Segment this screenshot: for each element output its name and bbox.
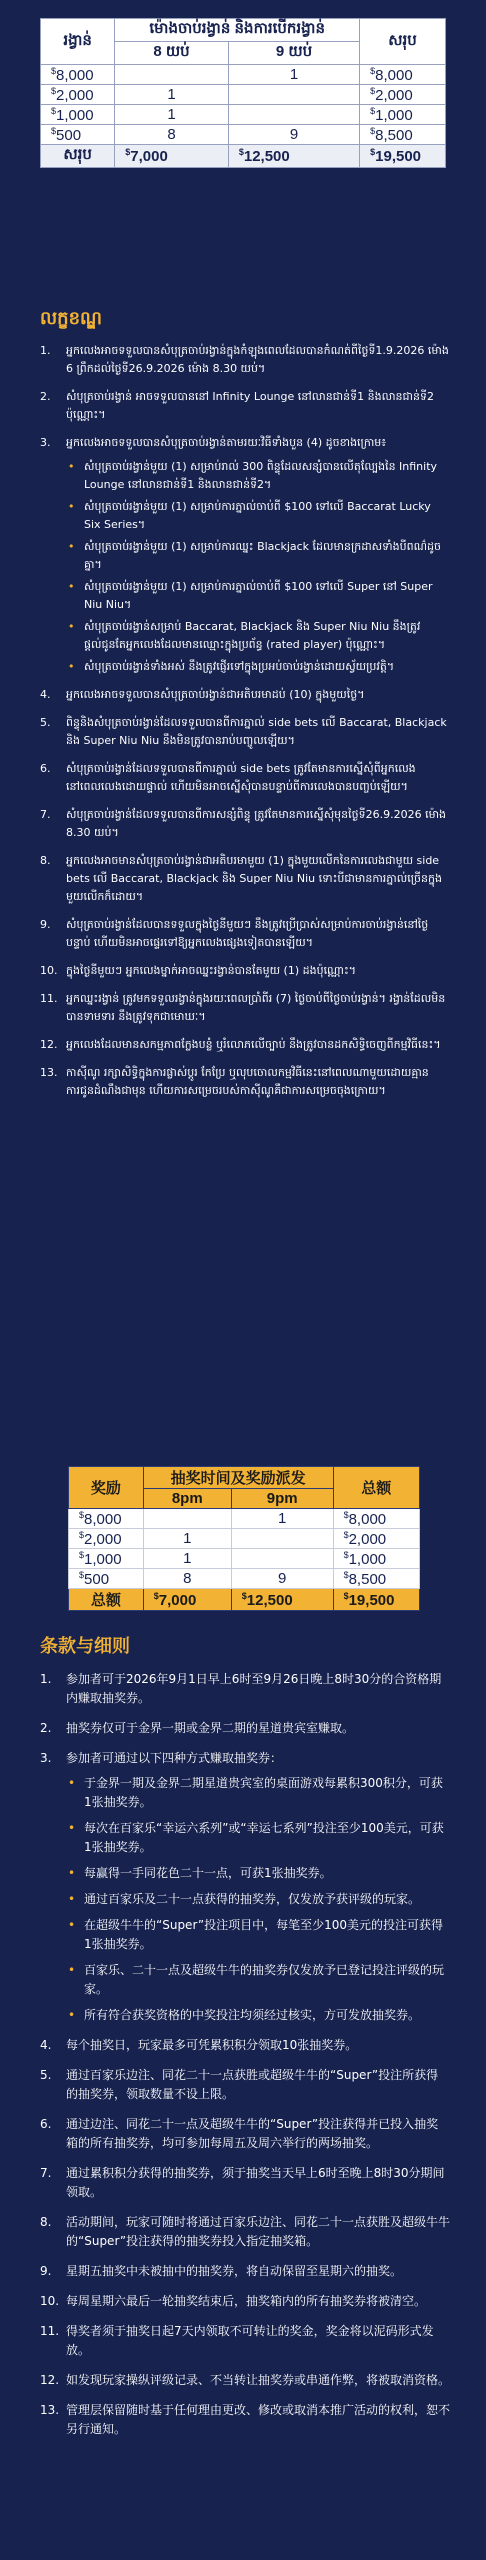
row-total-value: 8,500 <box>375 126 413 144</box>
row-total <box>360 105 446 125</box>
prize-row <box>41 105 446 125</box>
term-text: អ្នកលេងអាចទទួលបានសំបុត្រចាប់រង្វាន់ក្នុងកំឡុងពេលដែលបានកំណត់ពីថ្ងៃទី1.9.2026 ម៉ោង 6 ព្រឹកដល់ថ្ងៃទី26.9.2026 ម៉ោង 8.30 យប់។ <box>66 344 449 375</box>
term-number: 8. <box>40 2215 52 2229</box>
row-total-value: 2,000 <box>375 86 413 104</box>
prize-amount-value: 8,000 <box>56 66 94 84</box>
term-item <box>40 1064 450 1100</box>
bullet-icon: • <box>68 1866 76 1880</box>
col-9pm-header: 9 យប់ <box>228 42 359 65</box>
term-number: 9. <box>40 918 51 931</box>
term-number: 6. <box>40 762 51 775</box>
term-item <box>40 916 450 952</box>
row-total-value: 8,500 <box>348 1570 387 1588</box>
row-total <box>333 1549 419 1569</box>
row-total-value: 1,000 <box>348 1550 387 1568</box>
totals-label: 总额 <box>69 1589 144 1611</box>
row-total-value: 8,000 <box>348 1510 387 1528</box>
term-subitem <box>66 578 450 614</box>
term-subitem <box>66 1916 450 1954</box>
prize-amount <box>69 1569 144 1589</box>
term-number: 3. <box>40 436 51 449</box>
prize-amount <box>69 1509 144 1529</box>
currency-symbol: $ <box>370 105 376 116</box>
term-text: សំបុត្រចាប់រង្វាន់ដែលទទួលបានពីការសន្សំពិន្ទុ ត្រូវតែមានការស្នើសុំមុនថ្ងៃទី26.9.2026 ម៉ោង 8.30 យប់។ <box>66 808 447 839</box>
term-text: 抽奖券仅可于金界一期或金界二期的星道贵宾室赚取。 <box>66 1721 355 1735</box>
term-text: អ្នកឈ្នះរង្វាន់ ត្រូវមកទទួលរង្វាន់ក្នុងរយៈពេលប្រាំពីរ (7) ថ្ងៃចាប់ពីថ្ងៃចាប់រង្វាន់។ រង្វាន់ដែលមិនបានទាមទារ នឹងត្រូវទុកជាមោឃៈ។ <box>66 992 446 1023</box>
term-item <box>40 760 450 796</box>
term-subitem-text: 在超级牛牛的“Super”投注项目中，每笔至少100美元的投注可获得1张抽奖券。 <box>84 1918 444 1951</box>
term-item <box>40 2262 450 2281</box>
term-text: ក្នុងថ្ងៃនីមួយៗ អ្នកលេងម្នាក់អាចឈ្នះរង្វាន់បានតែមួយ (1) ដងប៉ុណ្ណោះ។ <box>66 964 357 977</box>
count-8pm: 1 <box>143 1529 231 1549</box>
bullet-icon: • <box>68 620 75 633</box>
term-subitem-text: 所有符合获奖资格的中奖投注均须经过核实，方可发放抽奖券。 <box>84 2008 421 2022</box>
term-item <box>40 1670 450 1708</box>
term-number: 7. <box>40 2166 52 2180</box>
currency-symbol: $ <box>238 147 244 157</box>
prize-amount <box>41 85 115 105</box>
term-number: 12. <box>40 2373 60 2387</box>
term-subitem-text: 百家乐、二十一点及超级牛牛的抽奖券仅发放予已登记投注评级的玩家。 <box>84 1963 445 1996</box>
term-text: កាស៊ីណូ រក្សាសិទ្ធិក្នុងការផ្លាស់ប្ដូរ កែប្រែ ឬលុបចោលកម្មវិធីនេះនៅពេលណាមួយដោយគ្មានការជូនដំណឹងជាមុន ហើយការសម្រេចរបស់កាស៊ីណូគឺជាការសម្រេចចុងក្រោយ។ <box>66 1066 429 1097</box>
term-text: 通过百家乐边注、同花二十一点获胜或超级牛牛的“Super”投注所获得的抽奖券，领取数量不设上限。 <box>66 2068 439 2101</box>
term-subitem-text: សំបុត្រចាប់រង្វាន់មួយ (1) សម្រាប់ការភ្នាល់ចាប់ពី $100 ទៅលើ Baccarat Lucky Six Series។ <box>84 500 431 531</box>
term-item <box>40 2371 450 2390</box>
prize-rows-zh <box>69 1509 420 1611</box>
prize-row <box>69 1529 420 1549</box>
currency-symbol: $ <box>79 1529 85 1540</box>
count-9pm <box>228 85 359 105</box>
prize-rows-km <box>41 65 446 168</box>
prize-row <box>69 1549 420 1569</box>
terms-list-zh <box>40 1670 450 2450</box>
term-subitem-text: 于金界一期及金界二期星道贵宾室的桌面游戏每累积300积分，可获1张抽奖券。 <box>84 1776 443 1809</box>
prize-amount-value: 2,000 <box>56 86 94 104</box>
term-number: 2. <box>40 390 51 403</box>
term-subitem-text: សំបុត្រចាប់រង្វាន់មួយ (1) សម្រាប់ការឈ្នះ Blackjack ដែលមានក្រដាសទាំងបីពណ៌ដូចគ្នា។ <box>84 540 441 571</box>
term-subitem <box>66 498 450 534</box>
term-text: អ្នកលេងអាចទទួលបានសំបុត្រចាប់រង្វាន់ជាអតិបរមាដប់ (10) ក្នុងមួយថ្ងៃ។ <box>66 688 365 701</box>
terms-list-km <box>40 342 450 1110</box>
term-item <box>40 1719 450 1738</box>
term-subitem <box>66 1961 450 1999</box>
term-item <box>40 2292 450 2311</box>
col-total-header: 总额 <box>333 1467 419 1509</box>
row-total <box>360 65 446 85</box>
total-9pm <box>231 1589 333 1611</box>
currency-symbol: $ <box>125 147 131 157</box>
term-number: 5. <box>40 2068 52 2082</box>
bullet-icon: • <box>68 1821 76 1835</box>
currency-symbol: $ <box>343 1529 349 1540</box>
term-number: 10. <box>40 2294 60 2308</box>
prize-amount-value: 500 <box>84 1570 110 1588</box>
term-item <box>40 806 450 842</box>
term-number: 12. <box>40 1038 58 1051</box>
term-text: សំបុត្រចាប់រង្វាន់ អាចទទួលបាននៅ Infinity Lounge នៅលានជាន់ទី1 និងលានជាន់ទី2 ប៉ុណ្ណោះ។ <box>66 390 434 421</box>
count-9pm: 1 <box>228 65 359 85</box>
currency-symbol: $ <box>241 1590 247 1601</box>
bullet-icon: • <box>68 540 75 553</box>
term-number: 1. <box>40 344 51 357</box>
term-number: 7. <box>40 808 51 821</box>
col-9pm-header: 9pm <box>231 1489 333 1509</box>
term-item <box>40 2322 450 2360</box>
term-text: 活动期间，玩家可随时将通过百家乐边注、同花二十一点获胜及超级牛牛的“Super”投注获得的抽奖券投入指定抽奖箱。 <box>66 2215 451 2248</box>
currency-symbol: $ <box>370 125 376 136</box>
count-8pm: 8 <box>143 1569 231 1589</box>
totals-row <box>69 1589 420 1611</box>
count-9pm <box>231 1549 333 1569</box>
col-draw-group-header: ម៉ោងចាប់រង្វាន់ និងការបើករង្វាន់ <box>115 19 360 42</box>
term-subitem-text: 通过百家乐及二十一点获得的抽奖券，仅发放予获评级的玩家。 <box>84 1892 421 1906</box>
bullet-icon: • <box>68 580 75 593</box>
term-number: 10. <box>40 964 58 977</box>
term-number: 2. <box>40 1721 52 1735</box>
row-total-value: 1,000 <box>375 106 413 124</box>
col-prize-header: រង្វាន់ <box>41 19 115 65</box>
currency-symbol: $ <box>51 85 57 96</box>
term-item <box>40 2115 450 2153</box>
term-number: 4. <box>40 2038 52 2052</box>
prize-row <box>69 1509 420 1529</box>
currency-symbol: $ <box>153 1590 159 1601</box>
term-number: 6. <box>40 2117 52 2131</box>
total-8pm <box>143 1589 231 1611</box>
currency-symbol: $ <box>51 65 57 76</box>
term-item <box>40 2164 450 2202</box>
col-draw-group-header: 抽奖时间及奖励派发 <box>143 1467 333 1489</box>
row-total <box>360 125 446 145</box>
term-subitem-text: 每次在百家乐“幸运六系列”或“幸运七系列”投注至少100美元，可获1张抽奖券。 <box>84 1821 444 1854</box>
term-item <box>40 388 450 424</box>
term-subitem <box>66 618 450 654</box>
count-9pm: 9 <box>228 125 359 145</box>
term-item <box>40 2036 450 2055</box>
grand-total <box>333 1589 419 1611</box>
prize-amount-value: 2,000 <box>84 1530 122 1548</box>
total-9pm-value: 12,500 <box>243 148 290 165</box>
term-subitem-text: សំបុត្រចាប់រង្វាន់ទាំងអស់ នឹងត្រូវផ្ញើរទៅក្នុងប្រអប់ចាប់រង្វាន់ដោយស្វ័យប្រវត្តិ។ <box>84 660 395 673</box>
term-text: 通过边注、同花二十一点及超级牛牛的“Super”投注获得并已投入抽奖箱的所有抽奖券，均可参加每周五及周六举行的两场抽奖。 <box>66 2117 439 2150</box>
count-8pm: 1 <box>143 1549 231 1569</box>
count-9pm: 1 <box>231 1509 333 1529</box>
term-subitem-text: សំបុត្រចាប់រង្វាន់សម្រាប់ Baccarat, Blackjack និង Super Niu Niu នឹងត្រូវផ្ដល់ជូនតែអ្នកលេងដែលមានឈ្មោះក្នុងប្រព័ន្ធ (rated player) ប៉ុណ្ណោះ។ <box>84 620 421 651</box>
term-subitem-text: 每赢得一手同花色二十一点，可获1张抽奖券。 <box>84 1866 332 1880</box>
term-number: 1. <box>40 1672 52 1686</box>
term-text: 参加者可于2026年9月1日早上6时至9月26日晚上8时30分的合资格期内赚取抽奖券。 <box>66 1672 442 1705</box>
currency-symbol: $ <box>370 147 376 157</box>
term-number: 13. <box>40 1066 58 1079</box>
term-item <box>40 1036 450 1054</box>
prize-amount <box>69 1529 144 1549</box>
row-total-value: 2,000 <box>348 1530 387 1548</box>
count-8pm <box>143 1509 231 1529</box>
term-item <box>40 434 450 676</box>
term-subitem <box>66 2006 450 2025</box>
grand-total-value: 19,500 <box>375 148 422 165</box>
totals-row <box>41 145 446 168</box>
bullet-icon: • <box>68 1776 76 1790</box>
term-item <box>40 2066 450 2104</box>
prize-amount <box>41 105 115 125</box>
term-text: 得奖者须于抽奖日起7天内领取不可转让的奖金，奖金将以泥码形式发放。 <box>66 2324 434 2357</box>
totals-label: សរុប <box>41 145 115 168</box>
prize-row <box>69 1569 420 1589</box>
grand-total-value: 19,500 <box>348 1591 395 1609</box>
prize-amount <box>41 125 115 145</box>
prize-row <box>41 85 446 105</box>
row-total-value: 8,000 <box>375 66 413 84</box>
col-8pm-header: 8 យប់ <box>115 42 229 65</box>
term-text: 每个抽奖日，玩家最多可凭累积积分领取10张抽奖券。 <box>66 2038 358 2052</box>
term-text: 参加者可通过以下四种方式赚取抽奖券： <box>66 1751 283 1765</box>
term-item <box>40 2401 450 2439</box>
prize-amount-value: 1,000 <box>84 1550 122 1568</box>
prize-amount-value: 500 <box>56 126 82 144</box>
currency-symbol: $ <box>79 1569 85 1580</box>
row-total <box>333 1509 419 1529</box>
bullet-icon: • <box>68 500 75 513</box>
bullet-icon: • <box>68 2008 76 2022</box>
term-item <box>40 686 450 704</box>
col-total-header: សរុប <box>360 19 446 65</box>
term-number: 4. <box>40 688 51 701</box>
row-total <box>360 85 446 105</box>
prize-table-km <box>40 18 446 168</box>
currency-symbol: $ <box>79 1509 85 1520</box>
term-number: 9. <box>40 2264 52 2278</box>
term-subitem-text: សំបុត្រចាប់រង្វាន់មួយ (1) សម្រាប់ការភ្នាល់ចាប់ពី $100 ទៅលើ Super នៅ Super Niu Niu។ <box>84 580 433 611</box>
count-9pm <box>228 105 359 125</box>
prize-amount <box>69 1549 144 1569</box>
col-prize-header: 奖励 <box>69 1467 144 1509</box>
total-8pm-value: 7,000 <box>158 1591 197 1609</box>
term-item <box>40 852 450 906</box>
total-8pm <box>115 145 229 168</box>
currency-symbol: $ <box>343 1509 349 1520</box>
term-item <box>40 342 450 378</box>
term-text: 通过累积积分获得的抽奖券，须于抽奖当天早上6时至晚上8时30分期间领取。 <box>66 2166 445 2199</box>
count-8pm: 8 <box>115 125 229 145</box>
count-8pm <box>115 65 229 85</box>
term-text: អ្នកលេងអាចទទួលបានសំបុត្រចាប់រង្វាន់តាមរយៈវិធីទាំងបួន (4) ដូចខាងក្រោម៖ <box>66 436 387 449</box>
count-8pm: 1 <box>115 105 229 125</box>
count-8pm: 1 <box>115 85 229 105</box>
term-subitem <box>66 538 450 574</box>
term-subitem <box>66 1774 450 1812</box>
bullet-icon: • <box>68 1892 76 1906</box>
term-item <box>40 2213 450 2251</box>
bullet-icon: • <box>68 460 75 473</box>
term-subitem <box>66 658 450 676</box>
term-text: ពិន្ទុនិងសំបុត្រចាប់រង្វាន់ដែលទទួលបានពីការភ្នាល់ side bets លើ Baccarat, Blackjack និង Super Niu Niu នឹងមិនត្រូវបានរាប់បញ្ចូលឡើយ។ <box>66 716 447 747</box>
total-8pm-value: 7,000 <box>130 148 168 165</box>
term-item <box>40 962 450 980</box>
prize-row <box>41 65 446 85</box>
term-number: 8. <box>40 854 51 867</box>
total-9pm <box>228 145 359 168</box>
term-number: 5. <box>40 716 51 729</box>
prize-amount <box>41 65 115 85</box>
grand-total <box>360 145 446 168</box>
terms-title-km: លក្ខខណ្ឌ <box>40 308 102 329</box>
term-sublist <box>66 458 450 676</box>
term-subitem <box>66 1890 450 1909</box>
term-subitem <box>66 1819 450 1857</box>
count-9pm: 9 <box>231 1569 333 1589</box>
term-subitem-text: សំបុត្រចាប់រង្វាន់មួយ (1) សម្រាប់រាល់ 300 ពិន្ទុដែលសន្សំបានលើតុល្បែងនៃ Infinity Lounge នៅលានជាន់ទី1 និងលានជាន់ទី2។ <box>84 460 438 491</box>
row-total <box>333 1529 419 1549</box>
term-sublist <box>66 1774 450 2025</box>
term-number: 13. <box>40 2403 60 2417</box>
total-9pm-value: 12,500 <box>246 1591 293 1609</box>
term-text: អ្នកលេងដែលមានសកម្មភាពក្លែងបន្លំ ឬរំលោភលើច្បាប់ នឹងត្រូវបានដកសិទ្ធិចេញពីកម្មវិធីនេះ។ <box>66 1038 441 1051</box>
count-9pm <box>231 1529 333 1549</box>
term-text: អ្នកលេងអាចមានសំបុត្រចាប់រង្វាន់ជាអតិបរមាមួយ (1) ក្នុងមួយលើកនៃការលេងជាមួយ side bets លើ Baccarat, Blackjack និង Super Niu Niu ទោះបីជាមានការភ្នាល់ច្រើនក្នុងមួយលើកក៏ដោយ។ <box>66 854 442 903</box>
prize-amount-value: 8,000 <box>84 1510 122 1528</box>
currency-symbol: $ <box>343 1590 349 1601</box>
bullet-icon: • <box>68 1918 76 1932</box>
term-text: សំបុត្រចាប់រង្វាន់ដែលទទួលបានពីការភ្នាល់ side bets ត្រូវតែមានការស្នើសុំពីអ្នកលេងនៅពេលលេងដោយផ្ទាល់ ហើយមិនអាចស្នើសុំបានបន្ទាប់ពីការលេងបានបញ្ចប់ឡើយ។ <box>66 762 416 793</box>
col-8pm-header: 8pm <box>143 1489 231 1509</box>
currency-symbol: $ <box>370 85 376 96</box>
prize-row <box>41 125 446 145</box>
term-text: 管理层保留随时基于任何理由更改、修改或取消本推广活动的权利，恕不另行通知。 <box>66 2403 451 2436</box>
currency-symbol: $ <box>343 1569 349 1580</box>
term-text: 星期五抽奖中未被抽中的抽奖券，将自动保留至星期六的抽奖。 <box>66 2264 403 2278</box>
bullet-icon: • <box>68 1963 76 1977</box>
term-number: 11. <box>40 992 58 1005</box>
term-text: 每周星期六最后一轮抽奖结束后，抽奖箱内的所有抽奖券将被清空。 <box>66 2294 427 2308</box>
term-item <box>40 1749 450 2025</box>
currency-symbol: $ <box>79 1549 85 1560</box>
prize-table-zh <box>68 1466 420 1611</box>
term-number: 11. <box>40 2324 60 2338</box>
term-number: 3. <box>40 1751 52 1765</box>
term-item <box>40 714 450 750</box>
currency-symbol: $ <box>343 1549 349 1560</box>
terms-title-zh: 条款与细则 <box>40 1636 130 1657</box>
currency-symbol: $ <box>51 105 57 116</box>
currency-symbol: $ <box>370 65 376 76</box>
row-total <box>333 1569 419 1589</box>
prize-amount-value: 1,000 <box>56 106 94 124</box>
term-subitem <box>66 1864 450 1883</box>
bullet-icon: • <box>68 660 75 673</box>
term-subitem <box>66 458 450 494</box>
term-item <box>40 990 450 1026</box>
term-text: 如发现玩家操纵评级记录、不当转让抽奖券或串通作弊，将被取消资格。 <box>66 2373 451 2387</box>
currency-symbol: $ <box>51 125 57 136</box>
term-text: សំបុត្រចាប់រង្វាន់ដែលបានទទួលក្នុងថ្ងៃនីមួយៗ នឹងត្រូវប្រើប្រាស់សម្រាប់ការចាប់រង្វាន់នៅថ្ងៃបន្ទាប់ ហើយមិនអាចផ្ទេរទៅឱ្យអ្នកលេងផ្សេងទៀតបានឡើយ។ <box>66 918 429 949</box>
